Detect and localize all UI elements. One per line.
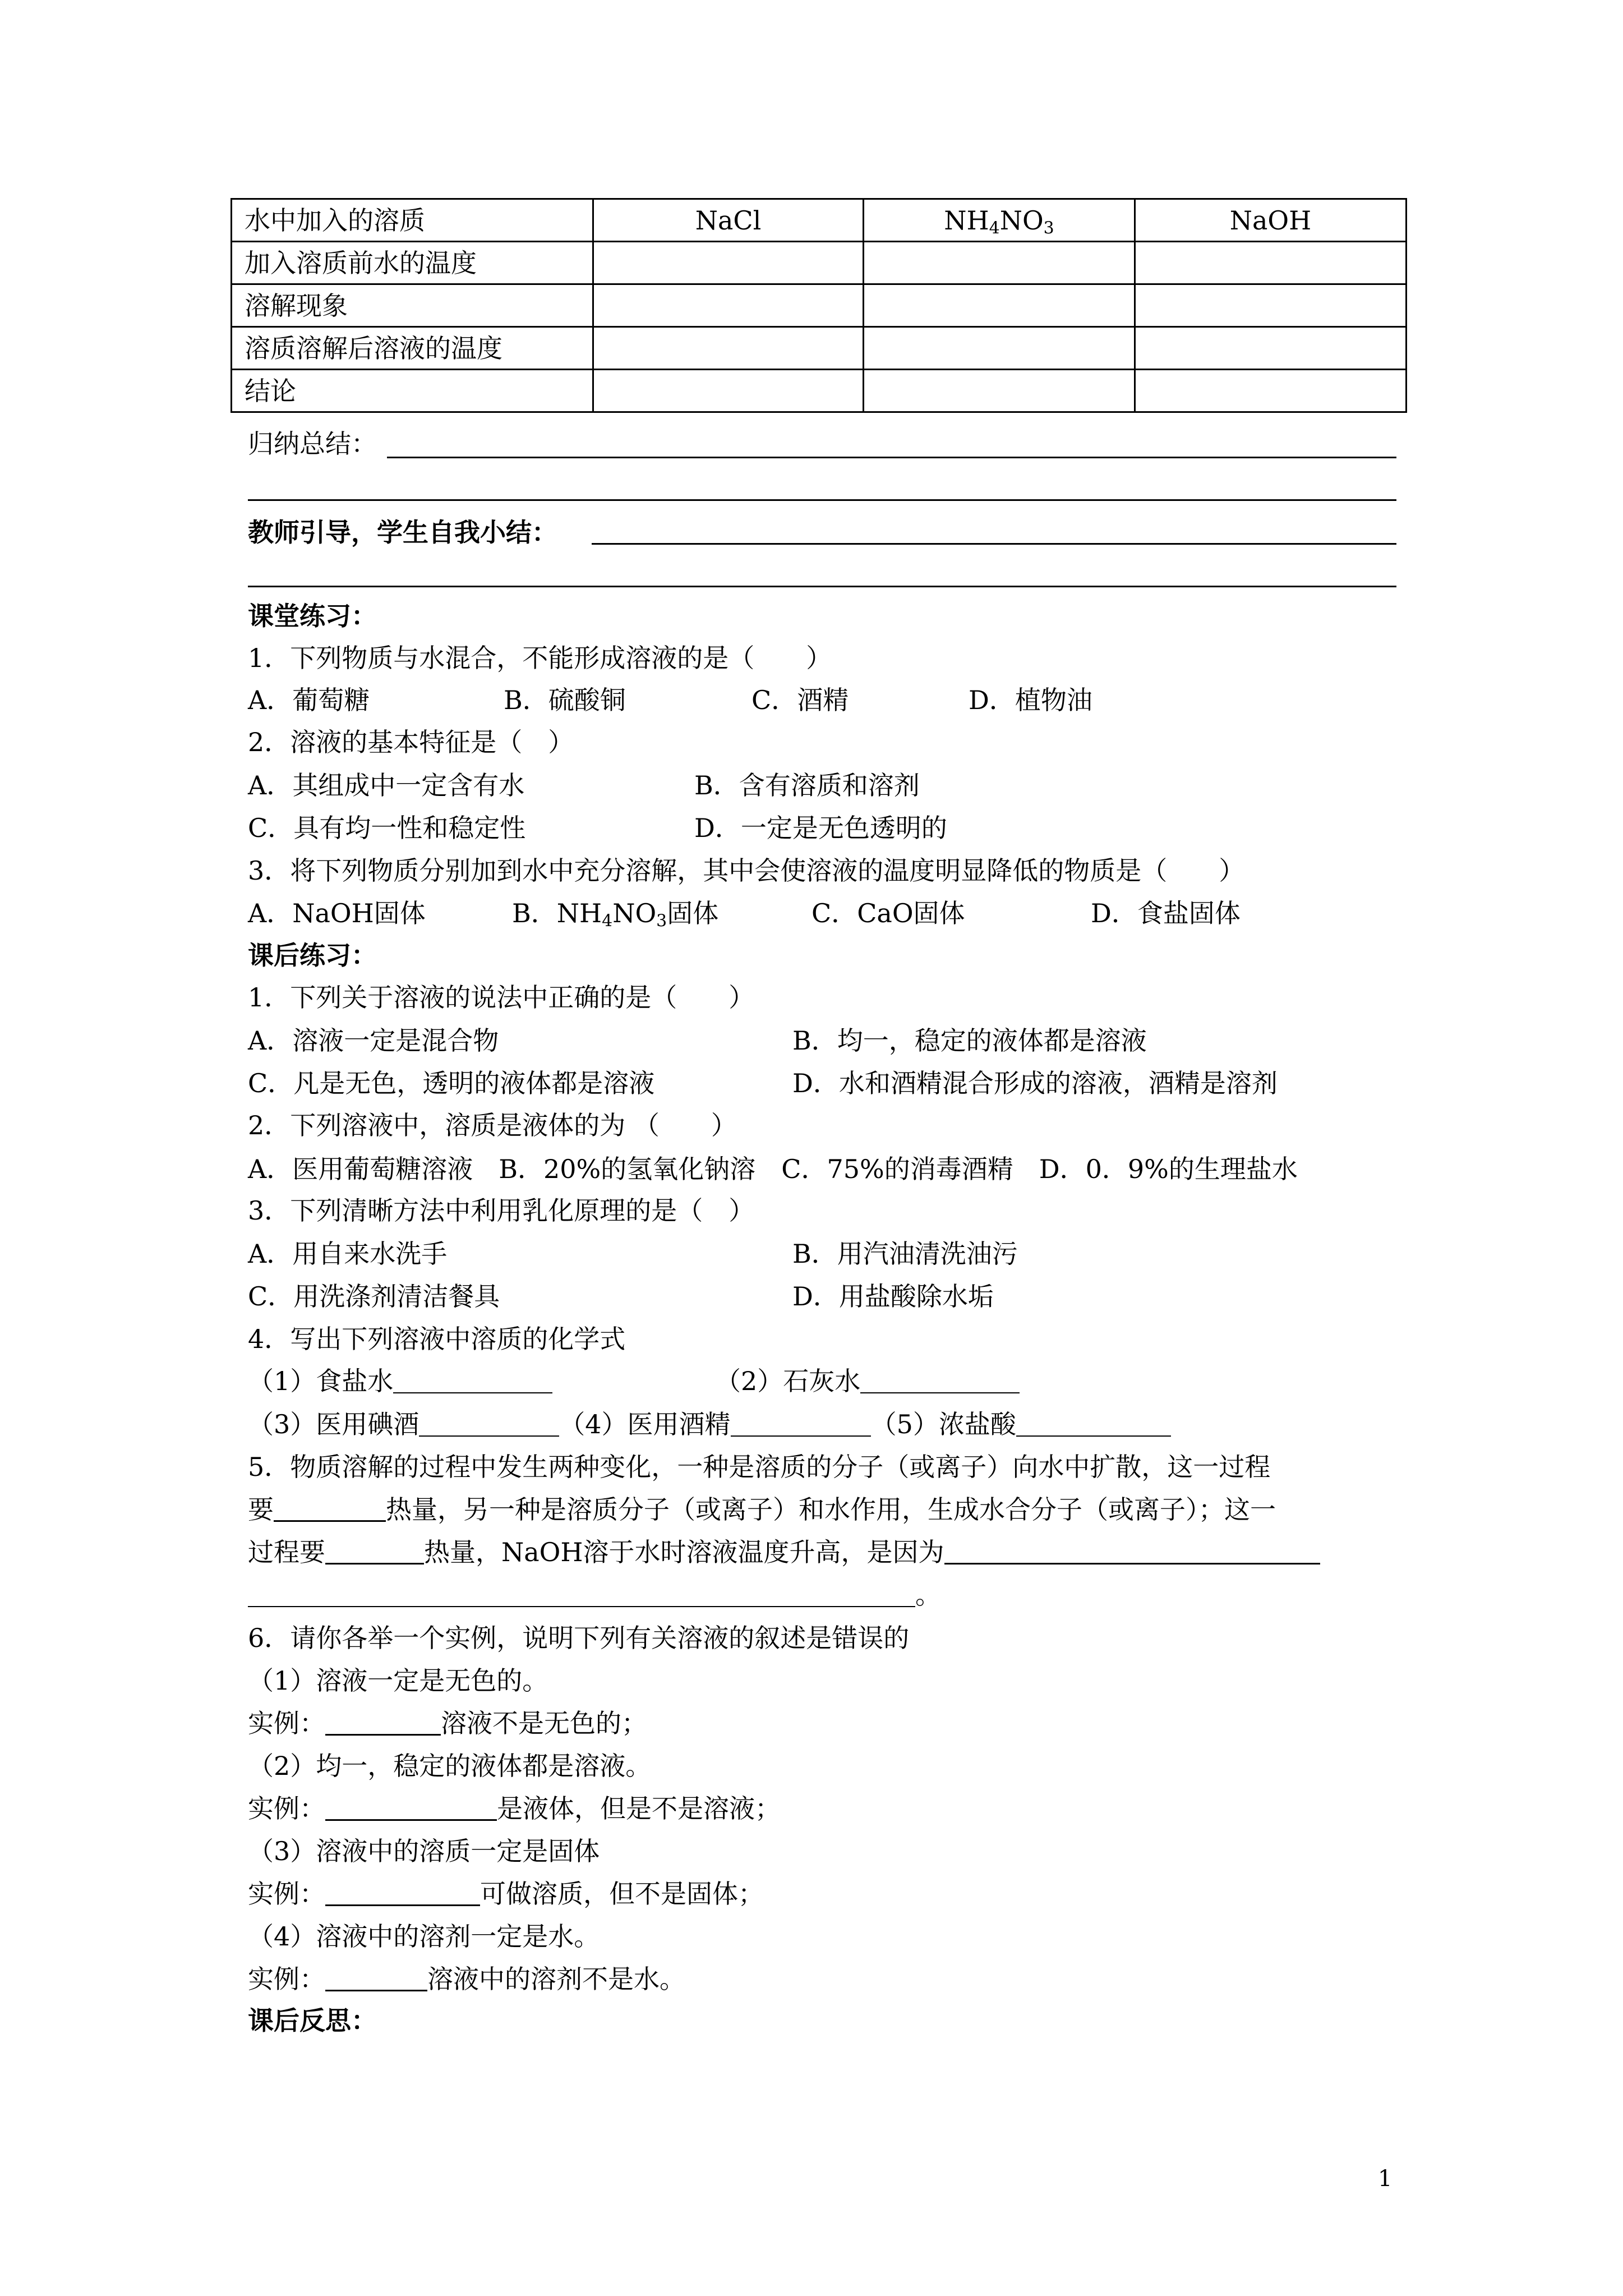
formula-item [248,1368,552,1394]
answer-cell[interactable] [1135,284,1407,327]
sub-question: （4）溶液中的溶剂一定是水。 [248,1921,600,1952]
teacher-summary-blank-line[interactable] [248,586,1396,587]
example-text: 溶液不是无色的； [441,1708,647,1738]
option-b[interactable]: B．$NH_4NO_3$固体 [512,898,719,931]
option-b[interactable]: B．硫酸铜 [504,685,626,715]
table-cell: 溶解现象 [232,284,593,327]
question-fragment: 热量，NaOH溶于水时溶液温度升高，是因为 [424,1537,944,1567]
option-c[interactable]: C．CaO固体 [811,898,965,928]
formula-label: （2）石灰水 [715,1366,861,1396]
answer-blank[interactable] [860,1370,1020,1393]
example-text: 可做溶质，但不是固体； [480,1879,764,1909]
answer-blank[interactable] [325,1967,427,1991]
table-row [232,284,1407,327]
experiment-table [230,198,1407,413]
option-d[interactable]: D．一定是无色透明的 [694,813,947,843]
table-row [232,242,1407,284]
formula-label: （1）食盐水 [248,1366,394,1396]
teacher-summary-label: 教师引导，学生自我小结： [248,517,557,547]
answer-blank[interactable] [944,1540,1320,1565]
example-text: 是液体，但是不是溶液； [497,1793,781,1824]
option-b[interactable]: B．用汽油清洗油污 [792,1239,1018,1269]
question-fragment: 。 [915,1580,941,1610]
question-fragment: 热量，另一种是溶质分子（或离子）和水作用，生成水合分子（或离子）；这一 [386,1494,1276,1525]
option-b[interactable]: B．含有溶质和溶剂 [694,770,920,800]
table-cell: 溶质溶解后溶液的温度 [232,327,593,370]
classwork-heading: 课堂练习： [248,601,377,631]
formula-item [715,1368,1020,1394]
table-cell: 水中加入的溶质 [232,199,593,242]
option-c[interactable]: C．凡是无色，透明的液体都是溶液 [248,1068,655,1098]
reflection-heading: 课后反思： [248,2005,377,2036]
page-number: 1 [1378,2166,1393,2192]
question-text [248,1539,1320,1565]
table-cell: 加入溶质前水的温度 [232,242,593,284]
example-line [248,1966,685,1992]
table-header-row [232,199,1407,242]
example-label: 实例： [248,1879,325,1909]
question-text: 3．下列清晰方法中利用乳化原理的是（ ） [248,1195,755,1226]
formula-item [248,1411,1171,1437]
option-a[interactable]: A．NaOH固体 [248,898,426,928]
sub-question: （2）均一，稳定的液体都是溶液。 [248,1751,652,1781]
example-line [248,1793,781,1824]
answer-blank[interactable] [325,1797,497,1821]
answer-cell[interactable] [1135,370,1407,412]
option-d[interactable]: D．食盐固体 [1091,898,1241,928]
example-label: 实例： [248,1793,325,1824]
option-d[interactable]: D．植物油 [969,685,1092,715]
answer-cell[interactable] [593,327,864,370]
table-cell: NaCl [593,199,864,242]
answer-blank[interactable] [731,1413,871,1437]
example-label: 实例： [248,1964,325,1994]
homework-heading: 课后练习： [248,940,377,970]
option-b[interactable]: B．均一，稳定的液体都是溶液 [792,1025,1147,1056]
answer-blank[interactable] [325,1711,441,1736]
example-text: 溶液中的溶剂不是水。 [427,1964,685,1994]
question-text: 2．溶液的基本特征是（ ） [248,727,574,757]
option-a[interactable]: A．用自来水洗手 [248,1239,448,1269]
example-label: 实例： [248,1708,325,1738]
summary-blank-line[interactable] [387,457,1396,458]
question-fragment: 要 [248,1494,274,1525]
sub-question: （3）溶液中的溶质一定是固体 [248,1836,600,1866]
question-text: 1．下列关于溶液的说法中正确的是（ ） [248,982,755,1013]
option-c[interactable]: C．具有均一性和稳定性 [248,813,526,843]
answer-cell[interactable] [1135,242,1407,284]
answer-blank[interactable] [1016,1413,1171,1437]
option-a[interactable]: A．葡萄糖 [248,685,370,715]
options-row[interactable]: A．医用葡萄糖溶液 B．20%的氢氧化钠溶 C．75%的消毒酒精 D．0．9%的生理盐水 [248,1154,1298,1184]
question-text [248,1582,941,1608]
answer-cell[interactable] [864,327,1135,370]
sub-question: （1）溶液一定是无色的。 [248,1665,548,1696]
question-text: 4．写出下列溶液中溶质的化学式 [248,1324,626,1354]
answer-cell[interactable] [593,370,864,412]
table-cell: 结论 [232,370,593,412]
example-line [248,1710,647,1736]
question-text: 6．请你各举一个实例，说明下列有关溶液的叙述是错误的 [248,1623,910,1653]
table-row [232,327,1407,370]
answer-cell[interactable] [1135,327,1407,370]
option-d[interactable]: D．水和酒精混合形成的溶液，酒精是溶剂 [792,1068,1278,1098]
answer-cell[interactable] [864,242,1135,284]
answer-blank[interactable] [325,1540,424,1565]
answer-cell[interactable] [593,242,864,284]
answer-cell[interactable] [864,284,1135,327]
formula-label: （3）医用碘酒 [248,1409,419,1439]
teacher-summary-blank-line[interactable] [592,543,1396,545]
option-d[interactable]: D．用盐酸除水垢 [792,1281,994,1312]
option-a[interactable]: A．其组成中一定含有水 [248,770,525,800]
example-line [248,1881,764,1907]
question-text: 1．下列物质与水混合，不能形成溶液的是（ ） [248,643,832,673]
summary-label: 归纳总结： [248,429,377,459]
summary-blank-line[interactable] [248,499,1396,501]
answer-cell[interactable] [864,370,1135,412]
question-text [248,1494,1276,1525]
question-fragment: 过程要 [248,1537,325,1567]
answer-cell[interactable] [593,284,864,327]
option-a[interactable]: A．溶液一定是混合物 [248,1025,499,1056]
question-text: 5．物质溶解的过程中发生两种变化，一种是溶质的分子（或离子）向水中扩散，这一过程 [248,1452,1271,1482]
table-row [232,370,1407,412]
formula-label: （5）浓盐酸 [870,1409,1016,1439]
answer-blank[interactable] [419,1413,559,1437]
question-text: 2．下列溶液中，溶质是液体的为 （ ） [248,1110,737,1140]
answer-blank[interactable] [325,1882,480,1906]
option-c[interactable]: C．用洗涤剂清洁餐具 [248,1281,500,1312]
option-c[interactable]: C．酒精 [751,685,849,715]
table-cell: NaOH [1135,199,1407,242]
answer-blank[interactable] [248,1584,915,1607]
answer-blank[interactable] [393,1370,552,1393]
answer-blank[interactable] [274,1498,386,1522]
formula-label: （4）医用酒精 [559,1409,731,1439]
question-text: 3．将下列物质分别加到水中充分溶解，其中会使溶液的温度明显降低的物质是（ ） [248,855,1245,886]
table-cell: $NH_4NO_3$ [864,199,1135,242]
